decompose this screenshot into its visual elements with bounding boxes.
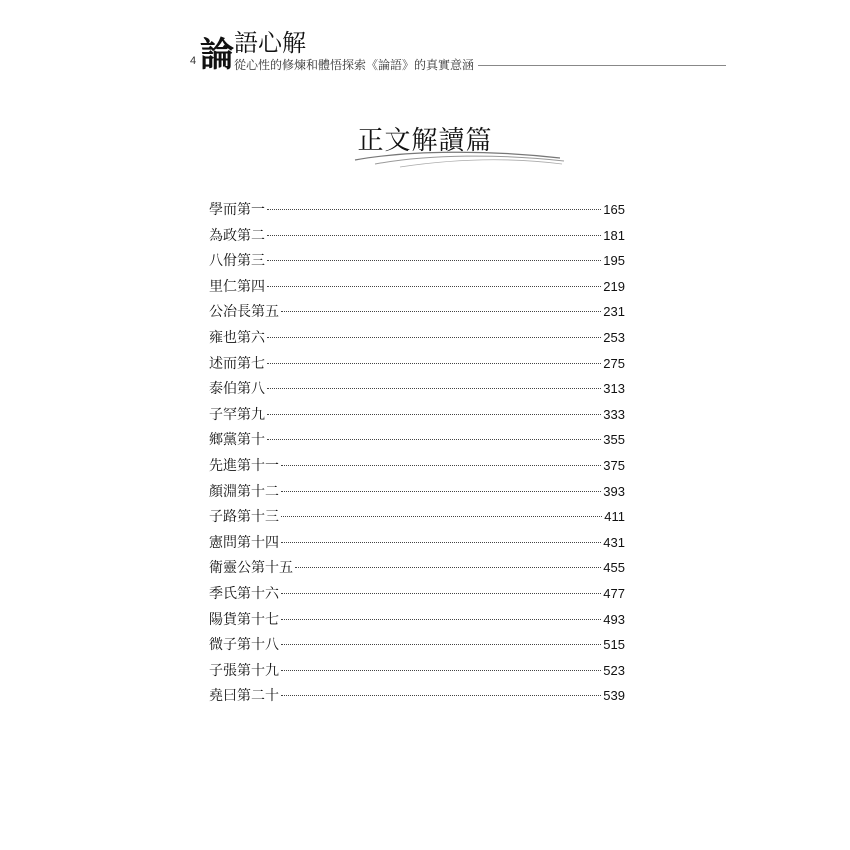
toc-leader-dots <box>267 209 601 210</box>
toc-leader-dots <box>267 286 601 287</box>
toc-entry-title: 子張第十九 <box>209 662 279 679</box>
toc-entry-title: 公冶長第五 <box>209 304 279 321</box>
toc-entry-page: 375 <box>603 457 625 473</box>
toc-entry-title: 學而第一 <box>209 202 265 218</box>
toc-leader-dots <box>267 439 601 440</box>
toc-leader-dots <box>267 388 601 389</box>
toc-entry <box>209 533 625 559</box>
toc-entry-page: 411 <box>604 509 625 525</box>
decorative-swoosh-icon <box>350 148 570 172</box>
toc-entry <box>209 456 625 482</box>
page-number: 4 <box>190 55 197 67</box>
toc-leader-dots <box>267 235 601 236</box>
toc-entry-page: 515 <box>603 637 625 653</box>
section-title: 正文解讀篇 <box>357 126 493 156</box>
book-title-first-char: 論 <box>200 35 234 75</box>
toc-entry-page: 195 <box>603 253 625 269</box>
toc-entry <box>209 354 625 380</box>
toc-entry-title: 先進第十一 <box>209 457 279 474</box>
toc-leader-dots <box>281 311 601 312</box>
toc-entry-page: 165 <box>603 202 625 217</box>
toc-entry <box>209 430 625 456</box>
toc-entry-title: 泰伯第八 <box>209 381 265 398</box>
toc-leader-dots <box>281 516 602 517</box>
toc-entry <box>209 379 625 405</box>
toc-leader-dots <box>267 414 601 415</box>
toc-leader-dots <box>281 491 601 492</box>
toc-entry <box>209 558 625 584</box>
toc-leader-dots <box>281 542 601 543</box>
toc-entry <box>209 686 625 712</box>
toc-entry-title: 述而第七 <box>209 355 265 372</box>
book-subtitle: 從心性的修煉和體悟探索《論語》的真實意涵 <box>234 58 478 72</box>
toc-entry <box>209 635 625 661</box>
toc-leader-dots <box>267 337 601 338</box>
toc-entry-title: 陽貨第十七 <box>209 611 279 628</box>
toc-entry-title: 衛靈公第十五 <box>209 560 293 577</box>
toc-entry-page: 253 <box>603 329 625 345</box>
toc-entry <box>209 277 625 303</box>
table-of-contents <box>209 200 625 712</box>
book-title-rest: 語心解 <box>234 29 306 57</box>
toc-entry-page: 455 <box>603 560 625 576</box>
toc-leader-dots <box>281 695 601 696</box>
toc-entry <box>209 328 625 354</box>
toc-entry-title: 為政第二 <box>209 227 265 244</box>
toc-entry-title: 顏淵第十二 <box>209 483 279 500</box>
toc-entry-title: 季氏第十六 <box>209 585 279 602</box>
toc-leader-dots <box>295 567 601 568</box>
toc-entry-title: 八佾第三 <box>209 253 265 270</box>
toc-entry-title: 雍也第六 <box>209 329 265 346</box>
toc-entry-page: 313 <box>603 381 625 397</box>
toc-entry <box>209 610 625 636</box>
toc-entry-page: 181 <box>603 227 625 243</box>
toc-entry-page: 431 <box>603 534 625 550</box>
toc-entry-title: 憲問第十四 <box>209 534 279 551</box>
toc-leader-dots <box>281 670 601 671</box>
toc-entry-page: 333 <box>603 406 625 422</box>
toc-entry-title: 微子第十八 <box>209 637 279 654</box>
toc-entry-title: 里仁第四 <box>209 278 265 295</box>
toc-leader-dots <box>281 593 601 594</box>
toc-entry-title: 鄉黨第十 <box>209 432 265 449</box>
toc-entry-page: 219 <box>603 278 625 294</box>
toc-entry-page: 231 <box>603 304 625 320</box>
toc-entry <box>209 200 625 226</box>
toc-entry <box>209 507 625 533</box>
toc-leader-dots <box>281 465 601 466</box>
toc-entry <box>209 226 625 252</box>
toc-entry-page: 477 <box>603 585 625 601</box>
toc-entry-page: 493 <box>603 611 625 627</box>
toc-entry-title: 子路第十三 <box>209 509 279 526</box>
toc-leader-dots <box>281 644 601 645</box>
toc-entry <box>209 405 625 431</box>
toc-entry <box>209 302 625 328</box>
toc-leader-dots <box>281 619 601 620</box>
toc-leader-dots <box>267 363 601 364</box>
toc-entry-page: 275 <box>603 355 625 371</box>
toc-entry-page: 523 <box>603 662 625 678</box>
toc-entry-page: 539 <box>603 688 625 704</box>
toc-entry-title: 子罕第九 <box>209 406 265 423</box>
toc-entry-page: 393 <box>603 483 625 499</box>
running-header <box>0 0 850 90</box>
toc-leader-dots <box>267 260 601 261</box>
toc-entry-page: 355 <box>603 432 625 448</box>
toc-entry <box>209 251 625 277</box>
toc-entry <box>209 482 625 508</box>
toc-entry <box>209 661 625 687</box>
toc-entry <box>209 584 625 610</box>
toc-entry-title: 堯曰第二十 <box>209 688 279 705</box>
